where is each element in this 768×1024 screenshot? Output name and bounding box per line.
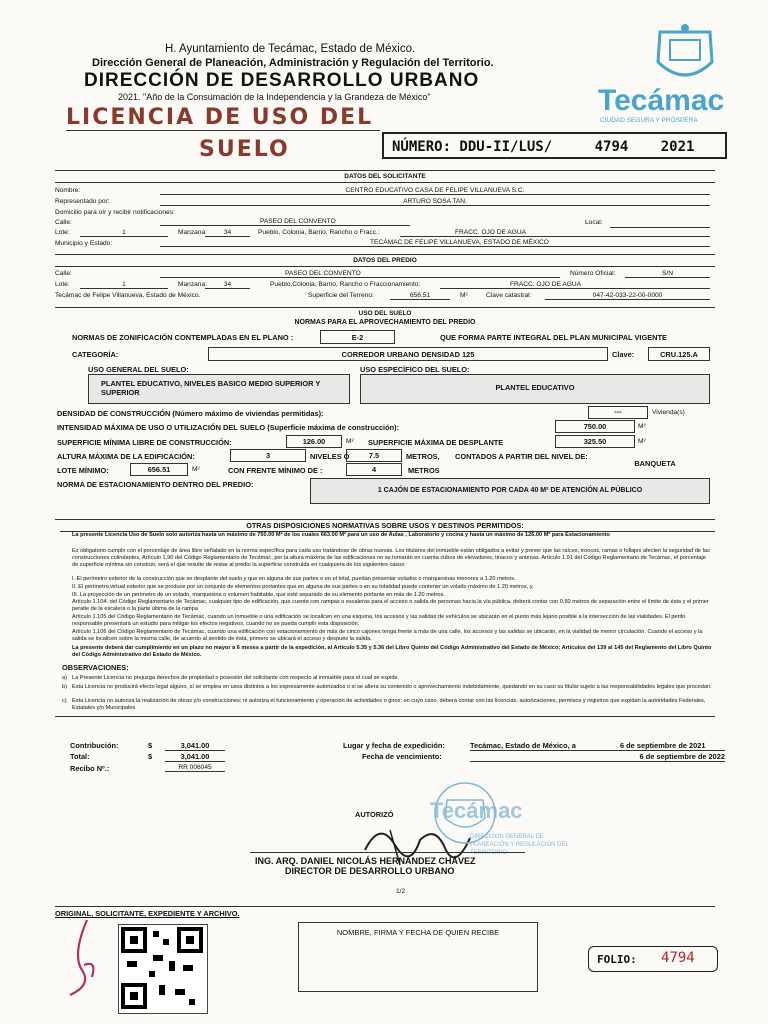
qr-code — [118, 924, 208, 1014]
label-representado: Representado por: — [55, 198, 110, 205]
label-total: Total: — [70, 752, 90, 761]
label-contados-partir: CONTADOS A PARTIR DEL NIVEL DE: — [455, 452, 588, 461]
label-sup-minima-libre: SUPERFICIE MÍNIMA LIBRE DE CONSTRUCCIÓN: — [57, 438, 232, 447]
label-numero-oficial: Número Oficial: — [570, 270, 616, 277]
otras-p6: Artículo 1.104. del Código Reglamentario de Tecámac, cualquier tipo de edificación, que cuente con rampas o escaleras para el acceso o salida de personas hacia la vía pública, deberá contar con 0.60 metros de separación entre el límite de ésta y el primer peralte de la escalera o la parte última de la rampa — [72, 599, 709, 612]
value-sup-minima-libre: 126.00 — [286, 435, 342, 448]
label-frente-minimo: CON FRENTE MÍNIMO DE : — [228, 466, 323, 475]
value-numero-oficial: S/N — [625, 270, 710, 278]
label-uso-especifico: USO ESPECÍFICO DEL SUELO: — [360, 365, 470, 374]
section-title-solicitante: DATOS DEL SOLICITANTE — [344, 173, 426, 180]
label-recibo: Recibo Nº.: — [70, 764, 110, 773]
label-lugar-fecha: Lugar y fecha de expedición: — [343, 741, 445, 750]
label-uso-general: USO GENERAL DEL SUELO: — [88, 365, 189, 374]
label-metros: METROS, — [406, 452, 440, 461]
lote-minimo-unit: M² — [192, 466, 200, 473]
license-number-label: NÚMERO: DDU-II/LUS/ — [392, 139, 553, 155]
value-total: 3,041.00 — [165, 752, 225, 762]
observacion-a: La Presente Licencia no prejuzga derechos de propiedad o posesión del solicitante con respecto al inmueble para el cual se expide. — [72, 675, 400, 681]
tecamac-logo-tagline: CIUDAD SEGURA Y PRÓSPERA — [600, 117, 698, 124]
frente-minimo-unit: METROS — [408, 466, 440, 475]
divider — [55, 307, 715, 308]
value-calle: PASEO DEL CONVENTO — [160, 218, 410, 226]
value-manzana: 34 — [205, 229, 250, 237]
otras-p9: La presente deberá dar cumplimiento en un plazo no mayor a 6 meses a partir de la expedición, al Artículo 5.35 y 5.36 del Libro Quinto del Código Administrativo del Estado de México; Artículos del 139 al 145 del Reglamento del Libro Quinto del Código Administrativo del Estado de México. — [72, 645, 712, 658]
obs-a-marker: a) — [62, 675, 67, 681]
observacion-b: Esta Licencia no producirá efecto legal alguno, sí se emplea en usos distintos a los expresamente autorizados o si se altera su contenido o aprovechamiento indebidamente, quedando en su caso su titular sujeto a las responsabilidades legales que procedan. — [72, 684, 712, 690]
label-intensidad: INTENSIDAD MÁXIMA DE USO O UTILIZACIÓN DEL SUELO (Superficie máxima de construcción): — [57, 423, 400, 432]
uso-general-box — [88, 374, 350, 404]
handwritten-initials — [62, 915, 107, 1005]
value-predio-pueblo: FRACC. OJO DE AGUA — [440, 281, 710, 289]
value-local — [610, 227, 710, 228]
label-altura: ALTURA MÁXIMA DE LA EDIFICACIÓN: — [57, 452, 195, 461]
value-predio-lote: 1 — [80, 281, 168, 289]
seal-stamp-text: Tecámac — [430, 798, 523, 823]
label-nombre: Nombre: — [55, 187, 81, 194]
otras-p3: I. El perímetro exterior de la construcción que se desplante del suelo y que en alguna de sus partes o en el total, puedan presentar volados o marquesinas menores a 1.20 metros. — [72, 576, 516, 582]
document-title-line1: LICENCIA DE USO DEL — [66, 105, 374, 130]
header-municipality: H. Ayuntamiento de Tecámac, Estado de México. — [165, 43, 416, 55]
director-name: ING. ARQ. DANIEL NICOLÁS HERNÁNDEZ CHÁVEZ — [255, 856, 476, 866]
sup-minima-unit: M² — [346, 438, 354, 445]
sup-desplante-unit: M² — [638, 438, 646, 445]
divider — [55, 254, 715, 255]
otras-p1: La presente Licencia Uso de Suelo solo autoriza hasta un máximo de 750.00 M² de los cuales 663.00 M² para un uso de Aulas , Laboratorio y cocina y hasta un máximo de 126.00 M² para Estacionamiento — [72, 532, 610, 538]
label-normas: NORMAS DE ZONIFICACIÓN CONTEMPLADAS EN EL PLANO : — [72, 333, 294, 342]
value-nombre: CENTRO EDUCATIVO CASA DE FELIPE VILLANUEVA S.C. — [160, 187, 710, 195]
divider — [55, 170, 715, 171]
normas-tail: QUE FORMA PARTE INTEGRAL DEL PLAN MUNICIPAL VIGENTE — [440, 333, 667, 342]
value-nivel-partir: BANQUETA — [634, 459, 676, 468]
label-clave-catastral: Clave catastral: — [486, 292, 532, 299]
label-fecha-vencimiento: Fecha de vencimiento: — [362, 752, 442, 761]
director-title: DIRECTOR DE DESARROLLO URBANO — [285, 866, 455, 876]
value-contribucion: 3,041.00 — [165, 741, 225, 751]
value-estacionamiento: 1 CAJÓN DE ESTACIONAMIENTO POR CADA 40 M² DE ATENCIÓN AL PÚBLICO — [377, 487, 643, 494]
label-calle: Calle: — [55, 219, 72, 226]
license-number-box — [382, 132, 727, 159]
copy-distribution: ORIGINAL, SOLICITANTE, EXPEDIENTE Y ARCHIVO. — [55, 909, 240, 918]
folio-label: FOLIO: — [597, 953, 637, 966]
signature-line — [250, 852, 525, 853]
value-lote: 1 — [80, 229, 168, 237]
label-estacionamiento: NORMA DE ESTACIONAMIENTO DENTRO DEL PREDIO: — [57, 480, 254, 489]
folio-box — [588, 946, 718, 972]
value-predio-municipio: Tecámac de Felipe Villanueva, Estado de México. — [55, 292, 201, 299]
label-densidad: DENSIDAD DE CONSTRUCCIÓN (Número máximo de viviendas permitidas): — [57, 409, 324, 418]
value-municipio: TECÁMAC DE FELIPE VILLANUEVA, ESTADO DE MÉXICO — [160, 239, 710, 247]
value-recibo: RR 006045 — [165, 764, 225, 772]
label-manzana: Manzana: — [178, 229, 207, 236]
municipal-shield-logo — [640, 22, 730, 90]
label-clave: Clave: — [612, 350, 635, 359]
otras-p4: II. El perímetro virtual exterior que se produce por un conjunto de elementos portantes que en alguna de sus partes o en su totalidad puede contener un volado máximo de 1.20 metros, y, — [72, 584, 534, 590]
tecamac-logo-text: Tecámac — [598, 84, 725, 117]
value-lugar: Tecámac, Estado de México, a — [470, 741, 725, 751]
label-lote: Lote: — [55, 229, 70, 236]
receiver-signature-box[interactable] — [298, 922, 538, 992]
value-fecha-vencimiento: 6 de septiembre de 2022 — [470, 752, 725, 762]
divider — [55, 906, 715, 907]
label-lote-minimo: LOTE MÍNIMO: — [57, 466, 109, 475]
receiver-label: NOMBRE, FIRMA Y FECHA DE QUIEN RECIBE — [336, 928, 500, 937]
densidad-unit: Vivienda(s) — [652, 409, 685, 416]
otras-p8: Artículo 1.106 del Código Reglamentario de Tecámac, cuando una edificación con estacionamiento de más de cinco cajones tenga frente a más de una calle, los accesos y las salidas se ubicarán, en la vialidad de menor circulación. Cuando el acceso y la salida se localicen sobre la misma calle, de acuerdo al sentido de ésta, primero se ubicará el acceso y después la salida. — [72, 629, 703, 642]
folio-number: 4794 — [661, 950, 695, 966]
document-title-line2: SUELO — [199, 137, 290, 162]
header-direction-general: Dirección General de Planeación, Administración y Regulación del Territorio. — [92, 57, 494, 69]
divider — [55, 266, 715, 267]
label-superficie: Superficie del Terreno: — [308, 292, 374, 299]
value-densidad: --- — [588, 406, 648, 419]
qr-code-pattern-icon — [119, 925, 205, 1011]
intensidad-unit: M² — [638, 423, 646, 430]
value-frente-minimo: 4 — [346, 463, 402, 476]
value-altura-niveles: 3 — [230, 449, 306, 462]
superficie-unit: M² — [460, 292, 468, 299]
observaciones-title: OBSERVACIONES: — [62, 663, 129, 672]
label-domicilio: Domicilio para oír y recibir notificaciones: — [55, 209, 175, 216]
divider — [55, 519, 715, 520]
label-contribucion: Contribución: — [70, 741, 119, 750]
obs-c-marker: c) — [62, 698, 67, 704]
section-title-predio: DATOS DEL PREDIO — [353, 257, 417, 264]
value-uso-especifico: PLANTEL EDUCATIVO — [495, 383, 575, 392]
title-underline — [66, 130, 380, 131]
contribucion-currency: $ — [148, 741, 153, 750]
label-pueblo: Pueblo, Colonia, Barrio, Rancho o Fracc.: — [258, 229, 380, 236]
estacionamiento-box — [310, 478, 710, 504]
value-representado: ARTURO SOSA TAN. — [160, 198, 710, 206]
header-year-motto: 2021. "Año de la Consumación de la Independencia y la Grandeza de México" — [118, 92, 431, 102]
label-predio-calle: Calle: — [55, 270, 72, 277]
divider — [55, 182, 715, 183]
section-title-otras: OTRAS DISPOSICIONES NORMATIVAS SOBRE USOS Y DESTINOS PERMITIDOS: — [246, 521, 524, 530]
otras-p2: Es obligatorio cumplir con el porcentaje de área libre señalado en la norma específica para cada uso tratándose de obras nuevas. Los titulares del inmueble están obligados a evitar y prever que las raíces, troncos, ramas o follajes afecten la seguridad de las construcciones colindantes, Artículo 1.90 del Código Reglamentario de Tecámac, por la altura máxima de las edificaciones no se tomarán en cuenta cubos de elevadores, tinacos y antenas. Artículo 1.91 del Código Reglamentario de Tecámac, el porcentaje de superficie mínima sin construir, será el que resulte de restar al predio la superficie construida en cualquiera de los siguientes casos: — [72, 548, 710, 568]
value-lote-minimo: 656.51 — [130, 463, 188, 476]
value-predio-calle: PASEO DEL CONVENTO — [160, 270, 560, 278]
section-subtitle-normas: NORMAS PARA EL APROVECHAMIENTO DEL PREDIO — [294, 319, 476, 326]
label-sup-max-desplante: SUPERFICIE MÁXIMA DE DESPLANTE — [368, 438, 504, 447]
seal-stamp-subtext: DIRECCIÓN GENERAL DE PLANEACIÓN Y REGULACIÓN DEL TERRITORIO — [470, 834, 569, 856]
uso-especifico-box — [360, 374, 710, 404]
obs-b-marker: b) — [62, 684, 67, 690]
label-predio-pueblo: Pueblo,Colonia, Barrio, Rancho o Fraccionamiento: — [270, 281, 421, 288]
section-title-uso: USO DEL SUELO — [358, 310, 412, 317]
label-niveles: NIVELES Ó — [310, 452, 350, 461]
value-clave-catastral: 047-42-033-22-00-0000 — [545, 292, 710, 300]
label-autorizo: AUTORIZÓ — [355, 810, 394, 819]
value-categoria: CORREDOR URBANO DENSIDAD 125 — [208, 347, 608, 361]
header-department: DIRECCIÓN DE DESARROLLO URBANO — [84, 70, 480, 91]
label-categoria: CATEGORÍA: — [72, 350, 119, 359]
license-number: 4794 — [594, 139, 629, 155]
otras-p5: III. La proyección de un perímetro de un volado, marquesina o volumen habitable, que esté separado de su elemento portante en más de 1.20 metros. — [72, 592, 445, 598]
value-uso-general: PLANTEL EDUCATIVO, NIVELES BASICO MEDIO SUPERIOR Y SUPERIOR — [101, 379, 321, 397]
otras-p7: Artículo 1.105 del Código Reglamentario de Tecámac, cuando un inmueble o una edificación se localicen en una esquina, los accesos y las salidas de vehículos se ubicarán en el punto más lejano posible a la intersección de las vialidades. El perito responsable presentará un estudio para mitigar los efectos negativos, cuando no se pueda cumplir esta disposición. — [72, 614, 686, 627]
total-currency: $ — [148, 752, 153, 761]
license-year: 2021 — [660, 139, 695, 155]
value-sup-max-desplante: 325.50 — [555, 435, 635, 448]
value-fecha-expedicion: 6 de septiembre de 2021 — [620, 741, 706, 750]
label-local: Local: — [585, 219, 603, 226]
value-intensidad: 750.00 — [555, 420, 635, 433]
divider — [55, 716, 715, 717]
label-municipio: Municipio y Estado: — [55, 240, 113, 247]
value-pueblo: FRACC. OJO DE AGUA — [400, 229, 710, 237]
value-normas: E-2 — [320, 330, 395, 344]
value-predio-manzana: 34 — [205, 281, 250, 289]
page-number: 1/2 — [396, 888, 406, 895]
value-altura-metros: 7.5 — [346, 449, 402, 462]
value-clave: CRU.125.A — [648, 347, 710, 361]
label-predio-manzana: Manzana: — [178, 281, 207, 288]
observacion-c: Esta Licencia no autoriza la realización de obras y/o construcciones; ni autoriza el funcionamiento y operación de actividades o giros; en cuyo caso, deberá contar con las licencias, autorizaciones, permisos y registros que expidan la autoridades Federales, Estatales y/o Municipales. — [72, 698, 706, 711]
label-predio-lote: Lote: — [55, 281, 70, 288]
value-superficie: 656.51 — [390, 292, 450, 300]
